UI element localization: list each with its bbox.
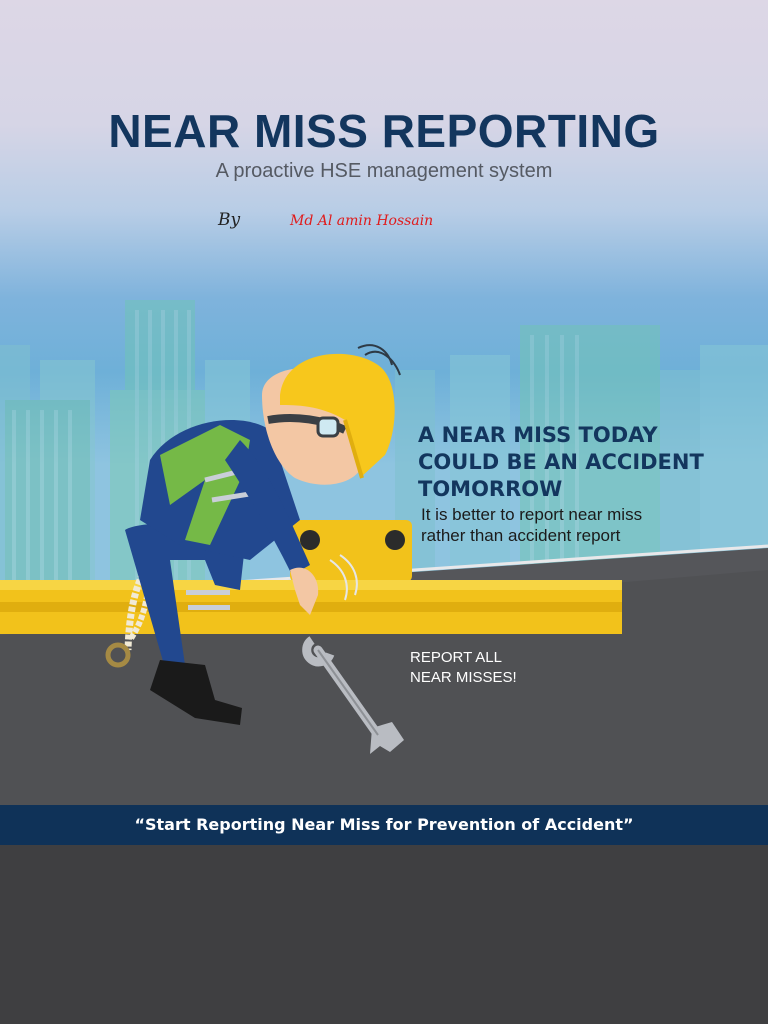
callout-line: NEAR MISSES! <box>410 669 517 686</box>
headline <box>418 422 758 503</box>
callout-line: REPORT ALL <box>410 649 502 666</box>
cover-title: NEAR MISS REPORTING <box>108 105 660 157</box>
bottom-panel <box>0 845 768 1024</box>
headline-line: COULD BE AN ACCIDENT <box>418 450 704 474</box>
headline-line: TOMORROW <box>418 477 563 501</box>
report-callout <box>410 648 610 688</box>
subtext <box>421 504 761 546</box>
slogan-text: “Start Reporting Near Miss for Prevention of Accident” <box>134 815 634 834</box>
cover-subtitle: A proactive HSE management system <box>215 160 553 182</box>
subtext-line: It is better to report near miss <box>421 505 643 524</box>
slogan-banner <box>0 805 768 845</box>
subtext-line: rather than accident report <box>421 526 621 545</box>
author-name: Md Al amin Hossain <box>290 213 434 229</box>
by-label: By <box>218 210 241 230</box>
headline-line: A NEAR MISS TODAY <box>418 423 658 447</box>
